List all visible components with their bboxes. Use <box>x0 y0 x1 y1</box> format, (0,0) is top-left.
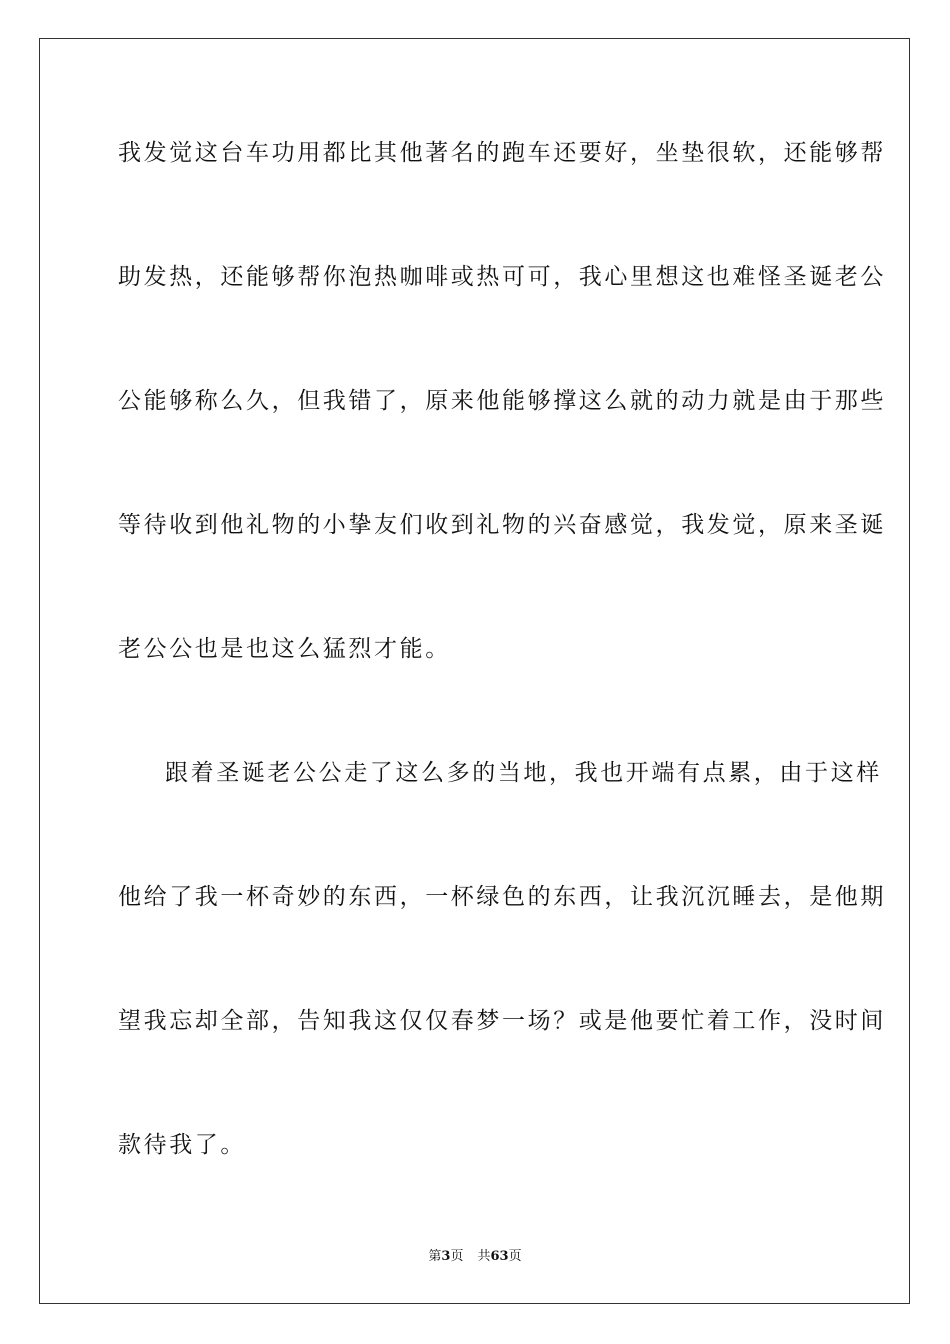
footer-total-suffix: 页 <box>508 1249 522 1264</box>
body-line-4: 等待收到他礼物的小挚友们收到礼物的兴奋感觉，我发觉，原来圣诞 <box>118 512 886 538</box>
page-footer <box>0 1248 950 1266</box>
body-line-3: 公能够称么久，但我错了，原来他能够撑这么就的动力就是由于那些 <box>118 388 886 414</box>
body-line-8: 望我忘却全部，告知我这仅仅春梦一场？或是他要忙着工作，没时间 <box>118 1008 886 1034</box>
body-line-6-indented: 跟着圣诞老公公走了这么多的当地，我也开端有点累，由于这样 <box>165 760 882 786</box>
body-line-5: 老公公也是也这么猛烈才能。 <box>118 636 451 662</box>
footer-page-prefix: 第 <box>428 1249 442 1264</box>
body-line-2: 助发热，还能够帮你泡热咖啡或热可可，我心里想这也难怪圣诞老公 <box>118 264 886 290</box>
body-line-9: 款待我了。 <box>118 1132 246 1158</box>
body-line-7: 他给了我一杯奇妙的东西，一杯绿色的东西，让我沉沉睡去，是他期 <box>118 884 886 910</box>
page-border <box>39 38 910 1304</box>
footer-total-pages: 63 <box>490 1249 509 1264</box>
footer-page-number: 3 <box>441 1249 451 1264</box>
footer-page-suffix: 页 <box>450 1249 464 1264</box>
body-line-1: 我发觉这台车功用都比其他著名的跑车还要好，坐垫很软，还能够帮 <box>118 140 886 166</box>
footer-total-prefix: 共 <box>477 1249 491 1264</box>
